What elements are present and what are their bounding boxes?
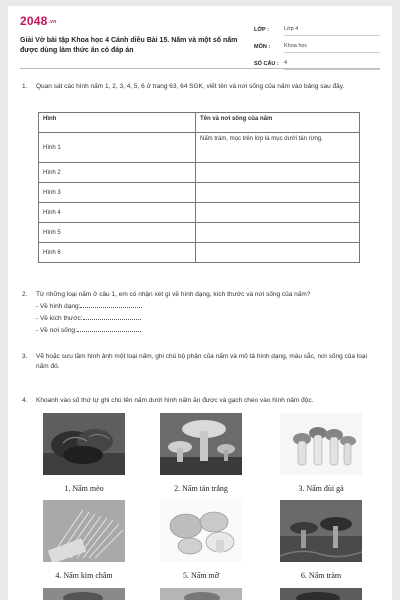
document-title: Giải Vở bài tập Khoa học 4 Cánh diều Bài 15. Nấm và một số nấm được dùng làm thức ăn có đáp án [20, 37, 238, 54]
caption-mushroom-2[interactable]: 2. Nấm tán trắng [174, 484, 228, 493]
meta-subject: MÔN : Khoa học [254, 36, 380, 53]
table-row: Hình 2 [39, 163, 360, 183]
question-2: 2. Từ những loại nấm ở câu 1, em có nhận xét gì về hình dạng, kích thước và nơi sống của nấm? - Về hình dạng: - Về kích thước: - Về nơi sống: [22, 290, 378, 336]
photo-partial-7 [43, 588, 125, 600]
meta-class: LỚP : Lớp 4 [254, 19, 380, 36]
meta-question-count: SỐ CÂU : 4 [254, 53, 380, 70]
header-meta [254, 19, 380, 70]
header-divider [20, 68, 380, 69]
caption-mushroom-1[interactable]: 1. Nấm mèo [64, 484, 104, 493]
header-left [20, 14, 245, 56]
photo-nam-tram[interactable] [280, 500, 362, 562]
photo-nam-dui-ga[interactable] [280, 413, 362, 475]
photo-nam-meo[interactable] [43, 413, 125, 475]
table-header-cell: Hình [39, 113, 196, 133]
table-header-row [39, 113, 360, 133]
table-header-cell: Tên và nơi sống của nấm [196, 113, 360, 133]
caption-mushroom-5[interactable]: 5. Nấm mỡ [182, 571, 219, 580]
table-row: Hình 1 Nấm tràm, mọc trên lớp lá mục dưới tán rừng. [39, 133, 360, 163]
photo-partial-9 [280, 588, 362, 600]
answer-line-size[interactable]: - Về kích thước: [36, 312, 378, 324]
site-logo[interactable]: 2048.vn [20, 14, 57, 28]
photo-partial-8 [160, 588, 242, 600]
table-row: Hình 4 [39, 203, 360, 223]
table-row: Hình 6 [39, 243, 360, 263]
caption-mushroom-3[interactable]: 3. Nấm đùi gà [298, 484, 344, 493]
question-1: 1. Quan sát các hình nấm 1, 2, 3, 4, 5, 6 ở trang 63, 64 SGK, viết tên và nơi sống của nấm vào bảng sau đây. [22, 83, 345, 90]
photo-nam-mo[interactable] [160, 500, 242, 562]
answer-line-shape[interactable]: - Về hình dạng: [36, 300, 378, 312]
photo-nam-tan-trang[interactable] [160, 413, 242, 475]
question-4: 4. Khoanh vào số thứ tự ghi chú tên nấm dưới hình nấm ăn được và gạch chéo vào hình nấm độc. [22, 397, 314, 404]
worksheet-page [8, 6, 392, 600]
caption-mushroom-4[interactable]: 4. Nấm kim châm [55, 571, 113, 580]
photo-nam-kim-cham[interactable] [43, 500, 125, 562]
caption-mushroom-6[interactable]: 6. Nấm tràm [300, 571, 342, 580]
table-row: Hình 3 [39, 183, 360, 203]
table-row: Hình 5 [39, 223, 360, 243]
question-3: 3. Vẽ hoặc sưu tầm hình ảnh một loại nấm, ghi chú bộ phận của nấm và mô tả hình dạng, màu sắc, nơi sống của loại nấm đó. [22, 353, 367, 370]
answer-table [38, 112, 360, 263]
answer-line-habitat[interactable]: - Về nơi sống: [36, 324, 378, 336]
